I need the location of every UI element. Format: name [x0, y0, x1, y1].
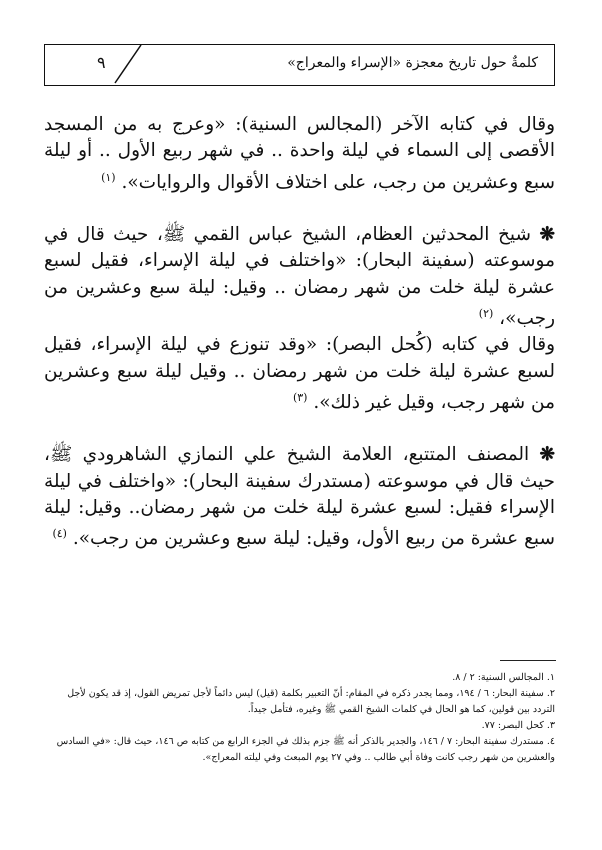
footnote-ref-1: (١): [101, 170, 116, 184]
page-body: [44, 112, 555, 553]
paragraph-2-text: شيخ المحدثين العظام، الشيخ عباس القمي ﷺ، حيث قال في موسوعته (سفينة البحار): «واختلف في ليلة الإسراء، فقيل لسبع عشرة ليلة خلت من شهر رمضان .. وقيل: ليلة سبع وعشرين من رجب»،: [44, 224, 555, 330]
footnote-2: ٢. سفينة البحار: ٦ / ١٩٤، ومما يجدر ذكره في المقام: أنّ التعبير بكلمة (قيل) ليس دائماً لأجل تمريض القول، إذ قد يكون لأجل التردد بين قولين، كما هو الحال في كلمات الشيخ القمي ﷺ وغيره، فتأمل جيداً.: [67, 688, 555, 715]
paragraph-1-text: وقال في كتابه الآخر (المجالس السنية): «وعرج به من المسجد الأقصى إلى السماء في ليلة واحدة .. في شهر ربيع الأول .. أو ليلة سبع وعشرين من رجب، على اختلاف الأقوال والروايات».: [44, 114, 555, 193]
paragraph-3: [44, 332, 555, 416]
running-title: كلمةٌ حول تاريخ معجزة «الإسراء والمعراج»: [287, 55, 538, 71]
paragraph-3-text: وقال في كتابه (كُحل البصر): «وقد تنوزع في ليلة الإسراء، فقيل لسبع عشرة ليلة خلت من شهر رمضان .. وقيل ليلة سبع وعشرين من شهر رجب، وقيل غير ذلك».: [44, 334, 555, 414]
footnote-4: ٤. مستدرك سفينة البحار: ٧ / ١٤٦، والجدير بالذكر أنه ﷺ جزم بذلك في الجزء الرابع من كتابه ص ١٤٦، حيث قال: «في السادس والعشرين من شهر رجب كانت وفاة أبي طالب .. وفي ٢٧ يوم المبعث وفي ليلته المعراج».: [56, 736, 555, 763]
footnote-3: ٣. كحل البصر: ٧٧.: [481, 720, 555, 731]
paragraph-4-text: المصنف المتتبع، العلامة الشيخ علي النمازي الشاهرودي ﷺ، حيث قال في موسوعته (مستدرك سفينة البحار): «واختلف في ليلة الإسراء فقيل: لسبع عشرة ليلة خلت من شهر رمضان.. وقيل: ليلة سبع عشرة من ربيع الأول، وقيل: ليلة سبع وعشرين من رجب».: [44, 444, 555, 550]
paragraph-1: [44, 112, 555, 196]
footnote-1: ١. المجالس السنية: ٢ / ٨.: [452, 672, 555, 683]
star-bullet-icon: ❋: [539, 224, 555, 246]
paragraph-4: [44, 442, 555, 552]
page-header: [44, 44, 555, 86]
footnote-ref-3: (٣): [292, 390, 308, 404]
page-number: ٩: [97, 53, 106, 72]
paragraph-2: [44, 222, 555, 332]
footnote-ref-4: (٤): [52, 527, 67, 541]
footnotes: [44, 670, 555, 766]
star-bullet-icon: ❋: [539, 444, 555, 466]
footnote-separator: [500, 660, 556, 661]
footnote-ref-2: (٢): [478, 306, 494, 320]
